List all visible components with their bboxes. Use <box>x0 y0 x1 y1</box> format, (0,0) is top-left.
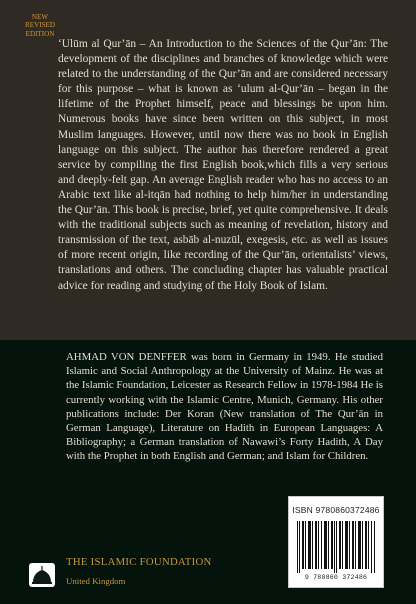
barcode-bars-icon <box>297 521 375 573</box>
book-blurb: ‘Ulūm al Qur’ān – An Introduction to the Sciences of the Qur’ān: The development of the disciplines and branches of knowledge which were related to the understanding of the Qur’ān and are considered necessary for this purpose – what is known as ‘ulum al-Qur’ān – began in the lifetime of the Prophet himself, peace and blessings be upon him. Numerous books have since been written on this subject, in most Muslim languages. However, until now there was no book in English language on this subject. The author has therefore rendered a great service by compiling the first English book,which fills a very serious and deeply-felt gap. An average English reader who has no access to an Arabic text like al-itqān had nothing to help him/her in understanding the Qur’ān. This book is precise, brief, yet quite comprehensive. It deals with the traditional subjects such as meaning of revelation, history and transmission of the text, asbāb al-nuzūl, exegesis, etc. as well as issues of more recent origin, like recording of the Qur’ān, orientalists’ views, translations and others. The concluding chapter has valuable practical advice for reading and studying of the Holy Book of Islam. <box>58 38 388 292</box>
new-revised-edition-mark <box>10 13 70 38</box>
isbn-label: ISBN 9780860372486 <box>292 505 380 515</box>
edition-line-new: NEW <box>31 13 49 21</box>
edition-line-revised: REVISED <box>25 21 55 30</box>
isbn-barcode-box <box>288 496 384 588</box>
edition-line-edition: EDITION <box>25 29 55 38</box>
barcode-digits: 9 780860 372486 <box>304 574 368 581</box>
author-biography: AHMAD VON DENFFER was born in Germany in 1949. He studied Islamic and Social Anthropology at the University of Mainz. He was at the Islamic Foundation, Leicester as Research Fellow in 1978-1984 He is currently working with the Islamic Centre, Munich, Germany. His other publications include: Der Koran (New translation of The Qur’ān in German Language), Literature on Hadith in European Languages: A Bibliography; a German translation of Nawawi’s Forty Hadith, A Day with the Prophet in both English and German; and Islam for Children. <box>66 351 383 463</box>
mosque-dome-icon <box>29 563 55 587</box>
publisher-country: United Kingdom <box>66 576 126 586</box>
publisher-name: THE ISLAMIC FOUNDATION <box>66 556 212 568</box>
